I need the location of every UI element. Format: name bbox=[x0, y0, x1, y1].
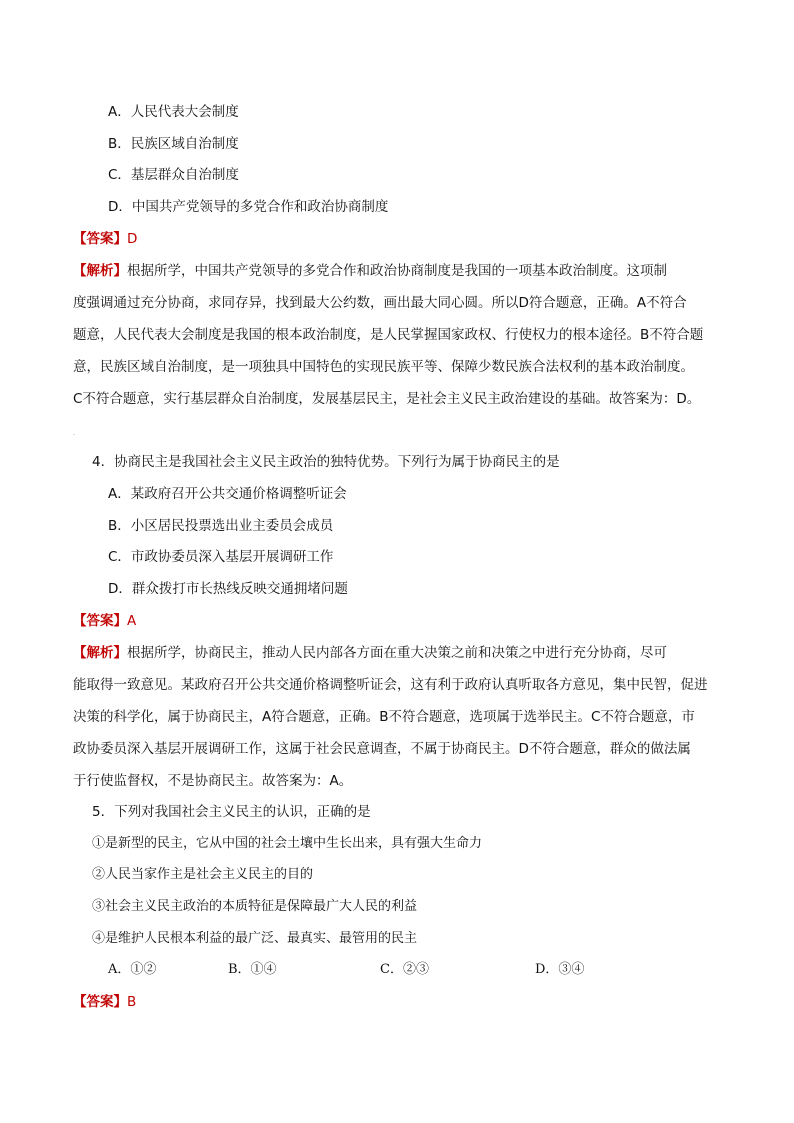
analysis-line: 题意，人民代表大会制度是我国的根本政治制度，是人民掌握国家政权、行使权力的根本途径。B不符合题 bbox=[73, 327, 704, 343]
answer-value: D bbox=[127, 231, 138, 247]
answer-tag: 【答案】 bbox=[73, 231, 127, 247]
analysis-line: 于行使监督权，不是协商民主。故答案为：A。 bbox=[73, 773, 353, 789]
analysis-line: 政协委员深入基层开展调研工作，这属于社会民意调查，不属于协商民主。D不符合题意，群众的做法属 bbox=[73, 741, 691, 757]
q3-option-a: A．人民代表大会制度 bbox=[108, 104, 239, 120]
analysis-line: 能取得一致意见。某政府召开公共交通价格调整听证会，这有利于政府认真听取各方意见，集中民智，促进 bbox=[73, 677, 708, 693]
q4-answer bbox=[73, 611, 136, 631]
analysis-tag: 【解析】 bbox=[73, 263, 127, 279]
q4-option-d: D．群众拨打市长热线反映交通拥堵问题 bbox=[108, 581, 348, 597]
q5-statement-4: ④是维护人民根本利益的最广泛、最真实、最管用的民主 bbox=[92, 931, 418, 946]
stray-dot: . bbox=[73, 430, 75, 437]
analysis-tag: 【解析】 bbox=[73, 645, 127, 661]
q3-option-c: C．基层群众自治制度 bbox=[108, 167, 239, 183]
analysis-line: 【解析】根据所学，协商民主，推动人民内部各方面在重大决策之前和决策之中进行充分协商，尽可 bbox=[73, 645, 667, 661]
q4-analysis bbox=[73, 637, 733, 797]
q5-choice-a: A．①② bbox=[108, 962, 157, 977]
analysis-line: 度强调通过充分协商，求同存异，找到最大公约数，画出最大同心圆。所以D符合题意，正确。A不符合 bbox=[73, 295, 687, 311]
q3-analysis bbox=[73, 255, 733, 415]
q5-choice-d: D．③④ bbox=[535, 962, 585, 977]
q4-option-b: B．小区居民投票选出业主委员会成员 bbox=[108, 518, 334, 534]
q4-question: 4．协商民主是我国社会主义民主政治的独特优势。下列行为属于协商民主的是 bbox=[92, 454, 560, 470]
q3-answer bbox=[73, 229, 137, 249]
analysis-line: 【解析】根据所学，中国共产党领导的多党合作和政治协商制度是我国的一项基本政治制度。这项制 bbox=[73, 263, 667, 279]
q5-statement-1: ①是新型的民主，它从中国的社会土壤中生长出来，具有强大生命力 bbox=[92, 836, 483, 851]
answer-value: B bbox=[127, 994, 137, 1010]
q5-question: 5．下列对我国社会主义民主的认识，正确的是 bbox=[92, 804, 371, 820]
analysis-line: 决策的科学化，属于协商民主，A符合题意，正确。B不符合题意，选项属于选举民主。C不符合题意，市 bbox=[73, 709, 695, 725]
q3-option-d: D．中国共产党领导的多党合作和政治协商制度 bbox=[108, 199, 389, 215]
analysis-line: C不符合题意，实行基层群众自治制度，发展基层民主，是社会主义民主政治建设的基础。故答案为：D。 bbox=[73, 391, 701, 407]
q5-choice-c: C．②③ bbox=[380, 962, 429, 977]
q5-choice-b: B．①④ bbox=[228, 962, 277, 977]
answer-tag: 【答案】 bbox=[73, 994, 127, 1010]
analysis-line: 意，民族区域自治制度，是一项独具中国特色的实现民族平等、保障少数民族合法权利的基本政治制度。 bbox=[73, 359, 694, 375]
q5-statement-2: ②人民当家作主是社会主义民主的目的 bbox=[92, 867, 314, 882]
q5-answer bbox=[73, 992, 136, 1012]
q3-option-b: B．民族区域自治制度 bbox=[108, 136, 239, 152]
answer-value: A bbox=[127, 613, 137, 629]
q5-statement-3: ③社会主义民主政治的本质特征是保障最广大人民的利益 bbox=[92, 899, 418, 914]
q4-option-a: A．某政府召开公共交通价格调整听证会 bbox=[108, 486, 347, 502]
answer-tag: 【答案】 bbox=[73, 613, 127, 629]
q4-option-c: C．市政协委员深入基层开展调研工作 bbox=[108, 549, 334, 565]
